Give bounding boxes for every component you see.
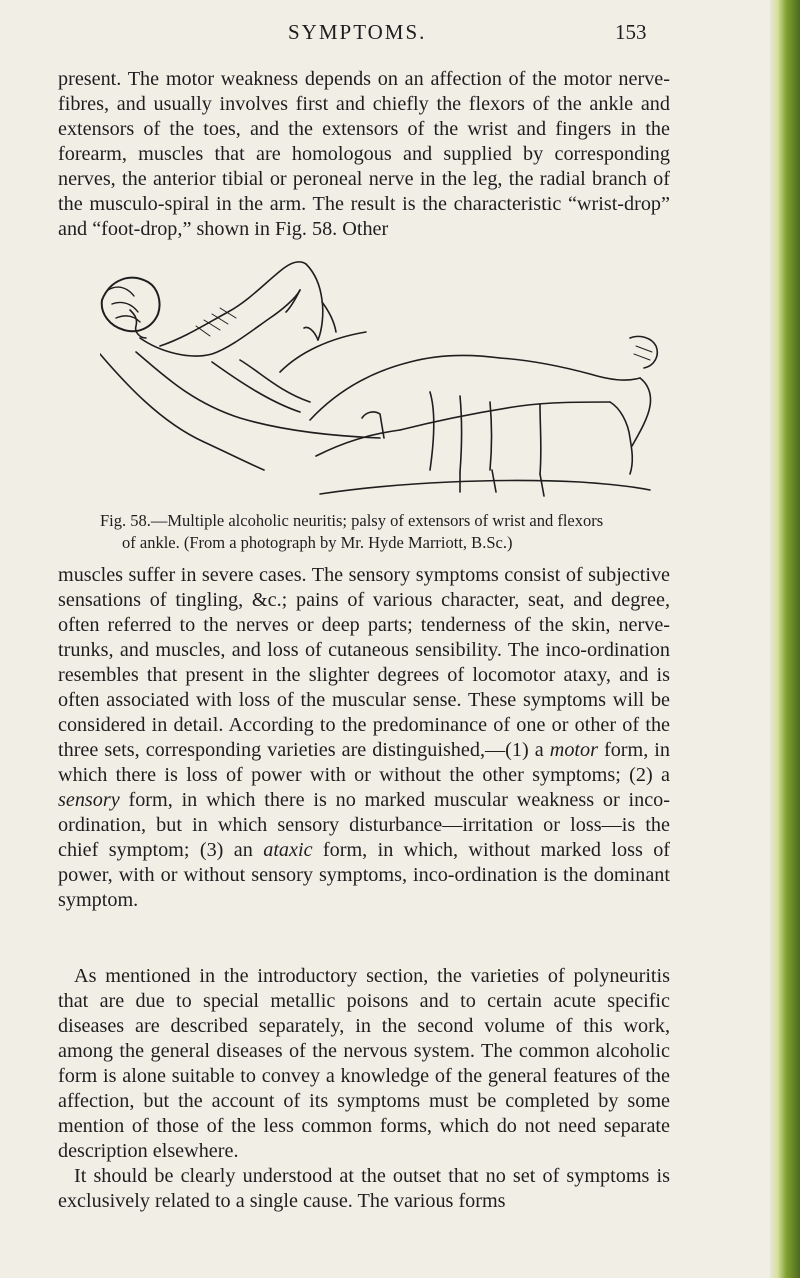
paragraph-text: form, in which there is loss of power with or without the other symptoms; (2) a [58,739,670,786]
paragraph-text: muscles suffer in severe cases. The sensory symptoms consist of subjective sensations of tingling, &c.; pains of various character, seat, and degree, often referred to the nerves or deep parts; tenderness of the skin, nerve-trunks, and muscles, and loss of cutaneous sensibility. The inco-ordination resembles that present in the slighter degrees of locomotor ataxy, and is often associated with loss of the muscular sense. These symptoms will be considered in detail. According to the predominance of one or other of the three sets, corresponding varieties are distinguished,—(1) a [58,564,670,761]
patient-drawing [100,242,660,504]
running-head: SYMPTOMS. [288,20,427,44]
paragraph-motor-weakness: present. The motor weakness depends on an affection of the motor nerve-fibres, and usually involves first and chiefly the flexors of the ankle and extensors of the toes, and the extensors of the wrist and fingers in the forearm, muscles that are homologous and supplied by corresponding nerves, the anterior tibial or peroneal nerve in the leg, the radial branch of the musculo-spiral in the arm. The result is the characteristic “wrist-drop” and “foot-drop,” shown in Fig. 58. Other [58,68,670,240]
figure-caption [100,510,660,554]
figure-caption-continued: of ankle. (From a photograph by Mr. Hyde Marriott, B.Sc.) [122,533,513,552]
emphasis-ataxic: ataxic [263,839,313,861]
figure-label: Fig. 58. [100,511,151,530]
paragraph-varieties: As mentioned in the introductory section, the varieties of polyneuritis that are due to special metallic poisons and to certain acute specific diseases are described separately, in the second volume of this work, among the general diseases of the nervous system. The common alcoholic form is alone suitable to convey a knowledge of the general features of the affection, but the account of its symptoms must be completed by some mention of those of the less common forms, which do not need separate description elsewhere. [58,965,670,1162]
paragraph-text: form, in which, without marked loss of power, with or without sensory symptoms, inco-ordination is the dominant symptom. [58,839,671,911]
paragraph-text: form, in which there is no marked muscular weakness or inco-ordination, but in which sensory disturbance—irritation or loss—is the chief symptom; (3) an [58,789,670,861]
page-edge [770,0,800,1278]
emphasis-sensory: sensory [58,789,120,811]
figure-58-illustration [100,242,660,504]
figure-caption-main: —Multiple alcoholic neuritis; palsy of extensors of wrist and flexors [150,511,604,530]
emphasis-motor: motor [549,739,598,761]
paragraph-causes: It should be clearly understood at the outset that no set of symptoms is exclusively related to a single cause. The various forms [58,1165,670,1212]
page-header [0,20,770,50]
paragraph-symptoms-forms [58,563,670,913]
page-number: 153 [615,20,647,44]
